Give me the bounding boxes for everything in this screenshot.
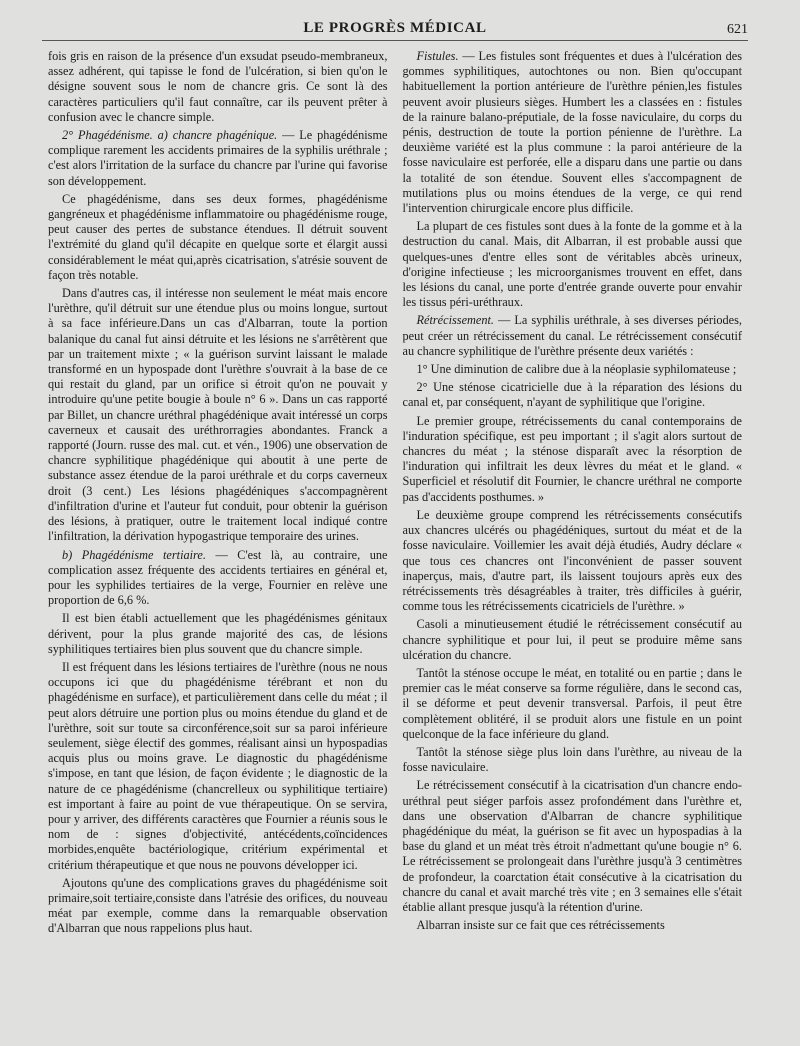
paragraph-heading: Fistules.	[416, 49, 459, 63]
paragraph-text: Le premier groupe, rétrécissements du canal contemporains de l'induration spécifique, est peu important ; il s'agit alors surtout de chancres du méat ; la sténose disparaît avec la résorption de l'induration qui infiltrait les deux lèvres du méat et le gland. « Superficiel et résolutif dit Fournier, le chancre uréthral ne comporte pas d'accidents posthumes. »	[402, 413, 742, 504]
paragraph	[48, 548, 388, 609]
paragraph	[403, 414, 743, 505]
paragraph	[403, 745, 743, 775]
paragraph-heading: Rétrécissement.	[416, 313, 495, 328]
paragraph-heading: b) Phagédénisme tertiaire.	[62, 547, 206, 562]
paragraph	[403, 219, 743, 310]
paragraph-text: Casoli a minutieusement étudié le rétrécissement consécutif au chancre syphilitique et pour lui, il peut se produire même sans ulcération du chancre.	[402, 617, 742, 662]
paragraph	[403, 508, 743, 614]
paragraph	[403, 380, 743, 410]
paragraph-text: Ce phagédénisme, dans ses deux formes, phagédénisme gangréneux et phagédénisme inflammatoire ou phagédénisme rouge, peut causer des pertes de substance étendues. Il détruit souvent l'extrémité du gland qu'il décapite en quelque sorte et élargit aussi considérablement le méat qui,après cicatrisation, s'atrésie souvent de façon très notable.	[48, 191, 388, 282]
running-header	[42, 0, 748, 41]
paragraph-text: Ajoutons qu'une des complications graves du phagédénisme soit primaire,soit tertiaire,consiste dans l'atrésie des orifices, du nouveau méat par exemple, comme dans la remarquable observation d'Albarran que nous rappelions plus haut.	[48, 875, 388, 936]
journal-title: LE PROGRÈS MÉDICAL	[303, 20, 487, 36]
paragraph-text: Tantôt la sténose siège plus loin dans l'urèthre, au niveau de la fosse naviculaire.	[402, 744, 742, 775]
right-column	[403, 49, 743, 940]
paragraph	[403, 313, 743, 359]
paragraph-text: Albarran insiste sur ce fait que ces rétrécissements	[416, 918, 665, 933]
paragraph-text: — Les fistules sont fréquentes et dues à l'ulcération des gommes syphilitiques, autochtones ou non. Bien qu'occupant habituellement la portion antérieure de l'urèthre pénien,les fistules peuvent avoir plusieurs sièges. Humbert les a classées en : fistules de la rainure balano-préputiale, de la fosse naviculaire, du corps du pénis, destruction de toute la portion pénienne de l'urèthre. La deuxième variété est la plus commune : la paroi antérieure de la fosse naviculaire est perforée, elle a disparu dans une partie ou dans la totalité de son étendue. Souvent elles s'accompagnent de mutilations plus ou moins étendues de la verge, ce qui rend l'intervention chirurgicale encore plus difficile.	[402, 49, 742, 216]
paragraph-text: Le rétrécissement consécutif à la cicatrisation d'un chancre endo-uréthral peut siéger parfois assez profondément dans l'urèthre et, dans une observation d'Albarran de chancre syphilitique phagédénique du méat, la guérison se fit avec un hypospadias à la base du gland et un méat très étroit n'admettant qu'une bougie n° 6. Le rétrécissement se prolongeait dans l'urèthre jusqu'à 3 centimètres de profondeur, la coarctation était consécutive à la cicatrisation du chancre du canal et avait marché très vite ; en 3 semaines elle s'était établie allant presque jusqu'à la rétention d'urine.	[402, 778, 742, 914]
paragraph	[48, 876, 388, 937]
text-columns	[48, 49, 742, 940]
paragraph	[403, 666, 743, 742]
paragraph	[48, 49, 388, 125]
paragraph-text: Il est fréquent dans les lésions tertiaires de l'urèthre (nous ne nous occupons ici que du phagédénisme térébrant et non du phagédénisme en surface), et particulièrement dans celle du méat ; il peut alors détruire une portion plus ou moins étendue du gland et de l'urèthre, soit sur toute sa circonférence,soit sur sa paroi inférieure seulement, siège électif des gommes, réalisant ainsi un hypospadias acquis plus ou moins grave. Le diagnostic du phagédénisme s'impose, en tant que lésion, de façon évidente ; le diagnostic de la nature de ce phagédénisme (chancrelleux ou syphilitique tertiaire) est important à faire au point de vue thérapeutique. On se servira, pour y arriver, des différents caractères que Fournier a réunis sous le nom de : signes d'objectivité, antécédents,coïncidences morbides,enquête bactériologique, critérium expérimental et critérium thérapeutique et que nous ne pouvons développer ici.	[48, 659, 388, 872]
paragraph-text: — Le phagédénisme complique rarement les accidents primaires de la syphilis uréthrale ; c'est alors l'irritation de la surface du chancre par l'urine qui favorise son développement.	[48, 128, 388, 188]
paragraph-text: — C'est là, au contraire, une complication assez fréquente des accidents tertiaires en général et, pour les syphilides tertiaires de la verge, Fournier en relève une proportion de 6,6 %.	[48, 547, 388, 608]
paragraph-text: — La syphilis uréthrale, à ses diverses périodes, peut créer un rétrécissement du canal. Le rétrécissement consécutif au chancre syphilitique de l'urèthre présente deux variétés :	[402, 313, 742, 358]
paragraph	[48, 660, 388, 873]
paragraph-text: 2° Une sténose cicatricielle due à la réparation des lésions du canal et, par conséquent, n'ayant de syphilitique que l'origine.	[402, 380, 742, 410]
paragraph-text: Le deuxième groupe comprend les rétrécissements consécutifs aux chancres ulcérés ou phagédéniques, surtout du méat et de la fosse naviculaire. Voillemier les avait déjà étudiés, Audry déclare « que tous ces chancres ont l'inconvénient de passer souvent inaperçus, mais, d'autre part, ils laissent toujours après eux des rétrécissements très désagréables à traiter, très difficiles à guérir, comme tous les rétrécissements cicatriciels de l'urèthre. »	[402, 507, 742, 614]
left-column	[48, 49, 388, 940]
paragraph	[403, 918, 743, 933]
paragraph-text: Tantôt la sténose occupe le méat, en totalité ou en partie ; dans le premier cas le méat conserve sa forme régulière, dans le second cas, il se déforme et peut devenir transversal. Parfois, il peut être complètement oblitéré, il se produit alors une fistule en un point quelconque de la face inférieure du gland.	[402, 665, 742, 741]
paragraph-text: Dans d'autres cas, il intéresse non seulement le méat mais encore l'urèthre, qu'il détruit sur une étendue plus ou moins longue, surtout à sa face inférieure.Dans un cas d'Albarran, toute la portion balanique du canal fut ainsi détruite et les lésions ne s'arrêtèrent que par un traitement mixte ; « la guérison survint laissant le malade transformé en un hypospade dont l'urèthre s'ouvrait à la base de ce qui restait du gland, par un orifice si étroit qu'on ne pouvait y introduire qu'une petite bougie à boule n° 6 ». Dans un cas rapporté par Billet, un chancre uréthral phagédénique avait intéressé un corps caverneux et causait des uréthrorragies abondantes. Franck a rapporté (Journ. russe des mal. cut. et vén., 1906) une observation de chancre syphilitique phagédénique qui aboutit à une perte de substance assez étendue de la paroi uréthrale et du corps caverneux droit (3 cent.) Les lésions phagédéniques s'accompagnèrent d'infiltration d'urine et l'auteur fut conduit, pour obtenir la guérison des lésions, à pratiquer, outre le traitement local indiqué contre l'infiltration, la dérivation hypogastrique temporaire des urines.	[48, 286, 388, 544]
paragraph	[403, 362, 743, 377]
paragraph-text: Il est bien établi actuellement que les phagédénismes génitaux dérivent, pour la plus grande majorité des cas, de lésions syphilitiques tertiaires bien plus souvent que du chancre simple.	[48, 611, 388, 656]
paragraph-text: 1° Une diminution de calibre due à la néoplasie syphilomateuse ;	[416, 362, 737, 377]
paragraph-heading: 2° Phagédénisme. a) chancre phagénique.	[62, 128, 278, 143]
paragraph	[403, 778, 743, 915]
paragraph-text: fois gris en raison de la présence d'un exsudat pseudo-membraneux, assez adhérent, qui tapisse le fond de l'ulcération, si bien qu'on le désigne souvent sous le nom de chancre gris. Ce sont là des caractères particuliers qu'il faut connaître, car ils peuvent prêter à confusion avec le chancre simple.	[48, 49, 388, 124]
paragraph	[48, 128, 388, 189]
paragraph	[48, 286, 388, 544]
paragraph-text: La plupart de ces fistules sont dues à la fonte de la gomme et à la destruction du canal. Mais, dit Albarran, il est probable aussi que quelques-unes d'entre elles sont de véritables abcès urineux, d'origine infectieuse ; les microorganismes trouvent en effet, dans les lésions du canal, une porte d'entrée grande ouverte pour envahir les tissus péri-uréthraux.	[402, 219, 742, 310]
paragraph	[48, 192, 388, 283]
page-number: 621	[727, 22, 748, 37]
paragraph	[403, 617, 743, 663]
paragraph	[48, 611, 388, 657]
paragraph	[403, 49, 743, 216]
